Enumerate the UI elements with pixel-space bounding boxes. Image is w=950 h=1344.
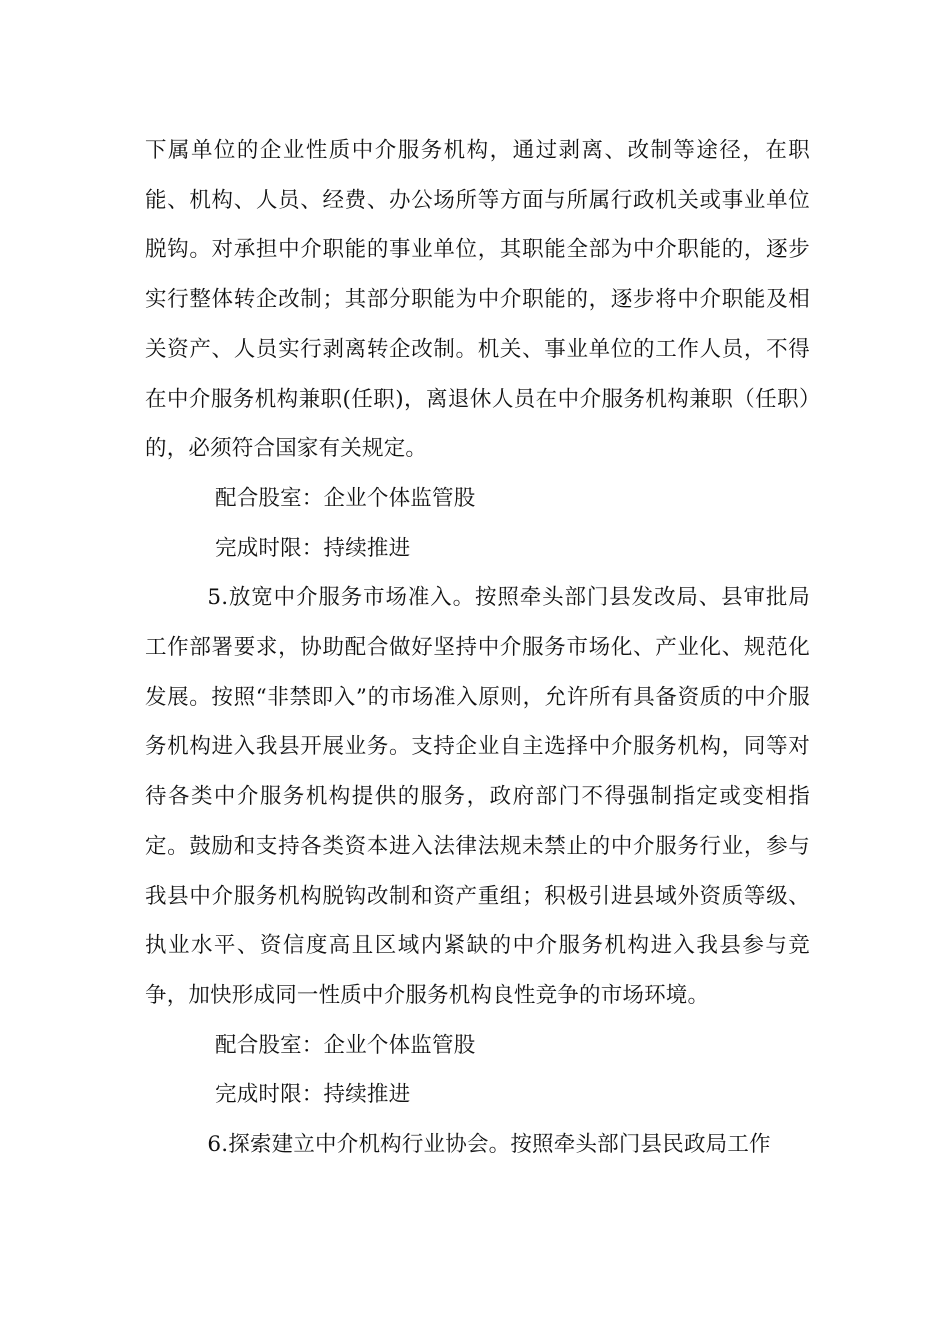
paragraph-item-6: 6.探索建立中介机构行业协会。按照牵头部门县民政局工作: [207, 1132, 771, 1158]
document-body: [145, 126, 810, 1170]
deadline-line: 完成时限：持续推进: [215, 1082, 411, 1108]
deadline-line: 完成时限：持续推进: [215, 535, 411, 561]
paragraph-continuation: 下属单位的企业性质中介服务机构，通过剥离、改制等途径，在职能、机构、人员、经费、办公场所等方面与所属行政机关或事业单位脱钩。对承担中介职能的事业单位，其职能全部为中介职能的，逐步实行整体转企改制；其部分职能为中介职能的，逐步将中介职能及相关资产、人员实行剥离转企改制。机关、事业单位的工作人员，不得在中介服务机构兼职(任职)，离退休人员在中介服务机构兼职（任职）的，必须符合国家有关规定。: [145, 138, 810, 462]
paragraph-item-5: 5.放宽中介服务市场准入。按照牵头部门县发改局、县审批局工作部署要求，协助配合做好坚持中介服务市场化、产业化、规范化发展。按照“非禁即入”的市场准入原则，允许所有具备资质的中介服务机构进入我县开展业务。支持企业自主选择中介服务机构，同等对待各类中介服务机构提供的服务，政府部门不得强制指定或变相指定。鼓励和支持各类资本进入法律法规未禁止的中介服务行业，参与我县中介服务机构脱钩改制和资产重组；积极引进县域外资质等级、执业水平、资信度高且区域内紧缺的中介服务机构进入我县参与竞争，加快形成同一性质中介服务机构良性竞争的市场环境。: [145, 585, 810, 1008]
department-line: 配合股室：企业个体监管股: [215, 1032, 476, 1058]
department-line: 配合股室：企业个体监管股: [215, 485, 476, 511]
